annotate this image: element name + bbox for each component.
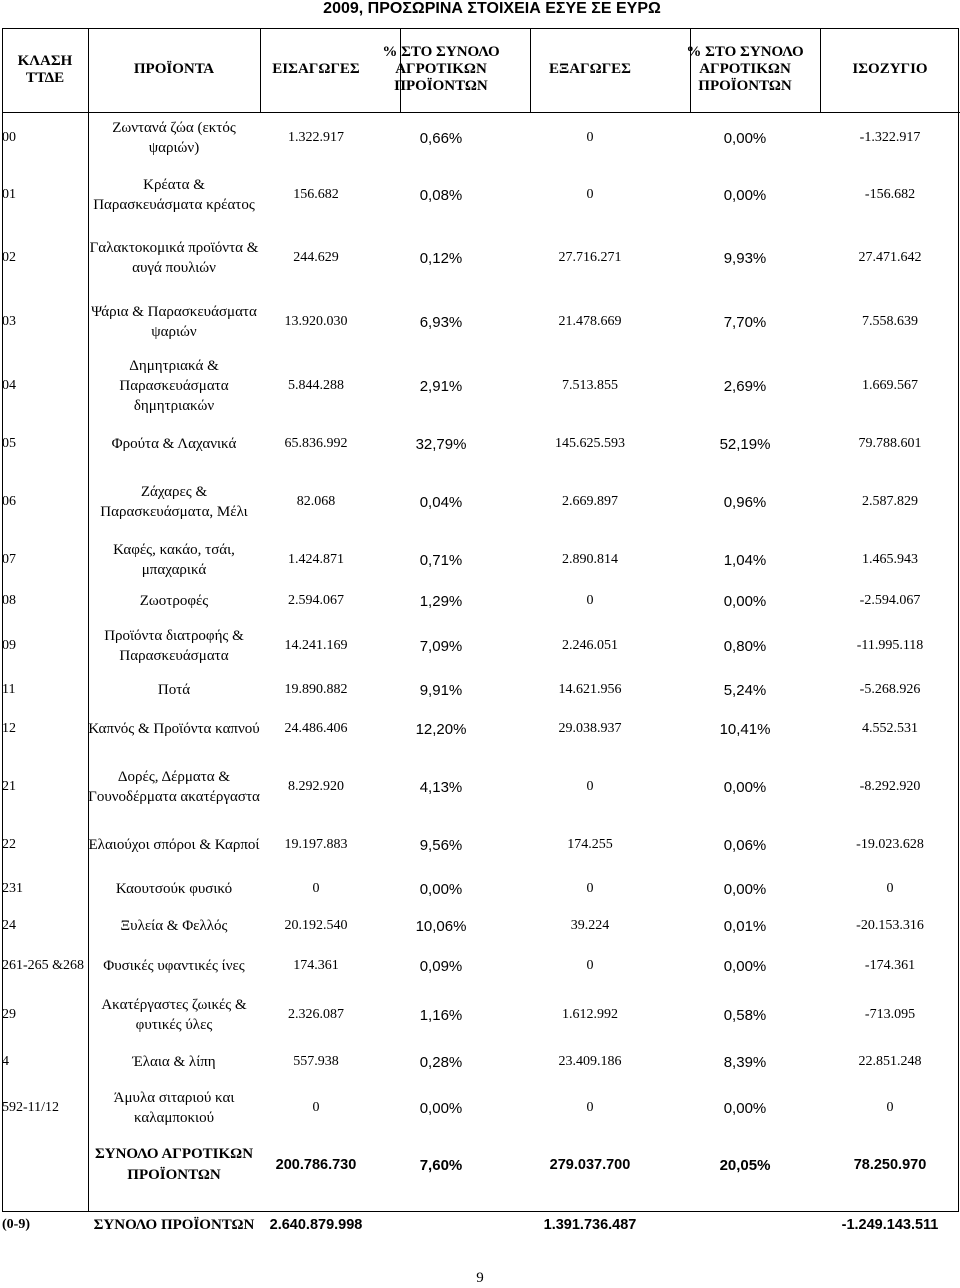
row-balance: -5.268.926 — [859, 682, 921, 697]
row-exports: 2.669.897 — [562, 494, 618, 509]
table-row — [2, 534, 960, 586]
row-imports-pct: 9,91% — [419, 681, 463, 699]
row-balance: 4.552.531 — [862, 721, 918, 736]
total-row — [2, 1196, 960, 1254]
row-balance: 0 — [886, 1100, 894, 1115]
row-imports: 82.068 — [296, 494, 336, 509]
row-imports: 20.192.540 — [284, 918, 348, 933]
row-imports: 1.322.917 — [288, 130, 344, 146]
row-imports: 244.629 — [293, 250, 339, 265]
table-row — [2, 1042, 960, 1082]
row-balance: -1.249.143.511 — [841, 1217, 939, 1233]
header-product: ΠΡΟΪΟΝΤΑ — [88, 28, 260, 112]
row-code: (0-9) — [2, 1217, 30, 1232]
row-balance: 2.587.829 — [862, 494, 918, 509]
row-exports-pct: 0,96% — [723, 493, 767, 511]
row-balance: -174.361 — [864, 958, 916, 973]
row-imports: 0 — [312, 1100, 320, 1115]
header-code: ΚΛΑΣΗ ΤΤΔΕ — [2, 28, 88, 112]
table-row — [2, 908, 960, 944]
table-row — [2, 944, 960, 988]
row-product: ΣΥΝΟΛΟ ΠΡΟΪΟΝΤΩΝ — [93, 1216, 255, 1233]
row-imports-pct: 1,16% — [419, 1006, 463, 1024]
row-exports: 1.612.992 — [562, 1007, 618, 1022]
row-exports-pct — [670, 1196, 820, 1254]
row-product: Φρούτα & Λαχανικά — [111, 436, 237, 452]
row-balance: 27.471.642 — [858, 250, 922, 265]
row-imports: 13.920.030 — [284, 314, 348, 329]
row-imports-pct: 32,79% — [415, 435, 467, 453]
row-exports: 0 — [586, 130, 594, 146]
row-exports: 0 — [586, 958, 594, 973]
row-code — [2, 1134, 88, 1196]
row-imports-pct — [372, 1196, 510, 1254]
row-exports-pct: 52,19% — [719, 435, 771, 453]
row-exports: 23.409.186 — [558, 1054, 622, 1069]
row-imports: 174.361 — [293, 958, 339, 973]
row-imports: 156.682 — [293, 187, 339, 202]
table-header-row — [2, 28, 960, 112]
row-imports-pct: 12,20% — [415, 720, 467, 738]
row-exports-pct: 0,06% — [723, 836, 767, 854]
row-balance: 22.851.248 — [858, 1054, 922, 1069]
row-imports: 19.197.883 — [284, 837, 348, 852]
row-exports-pct: 0,00% — [723, 1099, 767, 1117]
row-balance: -19.023.628 — [856, 837, 924, 852]
row-code: 06 — [2, 494, 16, 509]
table-row — [2, 988, 960, 1042]
row-balance: 79.788.601 — [858, 436, 922, 451]
row-exports: 7.513.855 — [562, 378, 618, 393]
row-code: 4 — [2, 1054, 9, 1069]
row-exports-pct: 0,58% — [723, 1006, 767, 1024]
header-imports-pct: % ΣΤΟ ΣΥΝΟΛΟ ΑΓΡΟΤΙΚΩΝ ΠΡΟΪΟΝΤΩΝ — [372, 28, 510, 112]
row-imports-pct: 10,06% — [415, 917, 467, 935]
table-body — [2, 112, 960, 1254]
row-product: Άμυλα σιταριού και καλαμποκιού — [113, 1090, 235, 1126]
table-row — [2, 354, 960, 418]
row-product: Προϊόντα διατροφής & Παρασκευάσματα — [104, 628, 244, 664]
row-imports: 2.326.087 — [288, 1007, 344, 1022]
row-code: 592-11/12 — [2, 1100, 60, 1115]
header-exports-pct: % ΣΤΟ ΣΥΝΟΛΟ ΑΓΡΟΤΙΚΩΝ ΠΡΟΪΟΝΤΩΝ — [670, 28, 820, 112]
row-imports-pct: 0,08% — [419, 186, 463, 204]
row-imports: 2.640.879.998 — [269, 1217, 363, 1233]
row-exports: 0 — [586, 779, 594, 794]
row-exports: 29.038.937 — [558, 721, 622, 736]
table-row — [2, 820, 960, 870]
table-row — [2, 676, 960, 704]
row-imports-pct: 0,71% — [419, 551, 463, 569]
row-exports-pct: 0,00% — [723, 880, 767, 898]
row-balance: -8.292.920 — [859, 779, 921, 794]
row-exports-pct: 0,00% — [723, 957, 767, 975]
row-product: Ζωοτροφές — [139, 593, 209, 609]
row-code: 07 — [2, 552, 16, 567]
row-imports: 2.594.067 — [288, 593, 344, 608]
row-exports-pct: 0,00% — [723, 592, 767, 610]
row-code: 08 — [2, 593, 16, 608]
row-imports: 0 — [312, 881, 320, 896]
row-exports: 39.224 — [570, 918, 610, 933]
row-balance: 1.465.943 — [862, 552, 918, 567]
row-product: Δορές, Δέρματα & Γουνοδέρματα ακατέργαστα — [88, 769, 260, 805]
row-exports-pct: 8,39% — [723, 1053, 767, 1071]
row-exports-pct: 0,01% — [723, 917, 767, 935]
row-code: 05 — [2, 436, 16, 451]
trade-statistics-table — [2, 28, 960, 1254]
row-imports-pct: 4,13% — [419, 778, 463, 796]
header-balance: ΙΣΟΖΥΓΙΟ — [820, 28, 960, 112]
table-row — [2, 290, 960, 354]
table-row — [2, 112, 960, 164]
row-product: Καφές, κακάο, τσάι, μπαχαρικά — [113, 542, 235, 578]
row-exports: 0 — [586, 187, 594, 202]
row-exports-pct: 0,80% — [723, 637, 767, 655]
table-row — [2, 470, 960, 534]
row-imports: 200.786.730 — [275, 1157, 357, 1173]
table-row — [2, 870, 960, 908]
row-code: 24 — [2, 918, 16, 933]
row-imports: 14.241.169 — [284, 638, 348, 653]
row-product: Ακατέργαστες ζωικές & φυτικές ύλες — [101, 997, 247, 1033]
row-product: Έλαια & λίπη — [132, 1054, 216, 1070]
row-imports-pct: 0,04% — [419, 493, 463, 511]
row-balance: 1.669.567 — [862, 378, 918, 393]
document-title: 2009, ΠΡΟΣΩΡΙΝΑ ΣΤΟΙΧΕΙΑ ΕΣΥΕ ΣΕ ΕΥΡΩ — [323, 0, 661, 17]
row-product: Ζάχαρες & Παρασκευάσματα, Μέλι — [100, 484, 248, 520]
row-exports-pct: 20,05% — [719, 1156, 771, 1174]
row-exports: 174.255 — [567, 837, 613, 852]
table-row — [2, 1082, 960, 1134]
table-row — [2, 226, 960, 290]
row-code: 11 — [2, 682, 16, 697]
row-imports: 1.424.871 — [288, 552, 344, 567]
row-code: 09 — [2, 638, 16, 653]
row-product: Ποτά — [157, 682, 191, 698]
row-product: Γαλακτοκομικά προϊόντα & αυγά πουλιών — [89, 240, 259, 276]
row-code: 00 — [2, 130, 16, 146]
header-imports: ΕΙΣΑΓΩΓΕΣ — [260, 28, 372, 112]
page-number: 9 — [476, 1270, 484, 1286]
row-exports: 2.890.814 — [562, 552, 618, 567]
row-imports-pct: 7,60% — [419, 1156, 463, 1174]
row-exports: 1.391.736.487 — [543, 1217, 637, 1233]
row-imports-pct: 0,12% — [419, 249, 463, 267]
row-imports-pct: 2,91% — [419, 377, 463, 395]
row-balance: 78.250.970 — [853, 1157, 927, 1173]
row-imports-pct: 0,66% — [419, 129, 463, 147]
row-balance: -2.594.067 — [859, 593, 921, 608]
row-imports: 19.890.882 — [284, 682, 348, 697]
table-row — [2, 164, 960, 226]
row-balance: -20.153.316 — [856, 918, 924, 933]
row-exports: 145.625.593 — [555, 436, 625, 451]
row-exports-pct: 10,41% — [719, 720, 771, 738]
header-exports: ΕΞΑΓΩΓΕΣ — [510, 28, 670, 112]
row-code: 12 — [2, 721, 16, 736]
row-balance: -713.095 — [864, 1007, 916, 1022]
row-code: 22 — [2, 837, 16, 852]
row-imports-pct: 0,28% — [419, 1053, 463, 1071]
row-code: 02 — [2, 250, 16, 265]
row-imports: 5.844.288 — [288, 378, 344, 393]
row-exports-pct: 0,00% — [723, 778, 767, 796]
row-imports: 557.938 — [293, 1054, 339, 1069]
row-code: 04 — [2, 378, 16, 393]
row-product: Ψάρια & Παρασκευάσματα ψαριών — [91, 304, 257, 340]
row-product: ΣΥΝΟΛΟ ΑΓΡΟΤΙΚΩΝ ΠΡΟΪΟΝΤΩΝ — [94, 1146, 254, 1183]
row-imports: 24.486.406 — [284, 721, 348, 736]
row-exports-pct: 9,93% — [723, 249, 767, 267]
row-balance: -156.682 — [864, 187, 916, 202]
row-exports-pct: 2,69% — [723, 377, 767, 395]
row-product: Φυσικές υφαντικές ίνες — [103, 958, 245, 974]
row-imports: 65.836.992 — [284, 436, 348, 451]
row-balance: 0 — [886, 881, 894, 896]
row-code: 03 — [2, 314, 16, 329]
row-code: 21 — [2, 779, 16, 794]
row-exports-pct: 7,70% — [723, 313, 767, 331]
row-imports-pct: 0,00% — [419, 1099, 463, 1117]
row-code: 01 — [2, 187, 16, 202]
table-row — [2, 586, 960, 616]
row-exports-pct: 1,04% — [723, 551, 767, 569]
row-product: Καπνός & Προϊόντα καπνού — [88, 721, 260, 737]
row-balance: -11.995.118 — [856, 638, 924, 653]
row-exports: 14.621.956 — [558, 682, 622, 697]
row-exports: 21.478.669 — [558, 314, 622, 329]
row-exports: 279.037.700 — [549, 1157, 631, 1173]
row-balance: 7.558.639 — [862, 314, 918, 329]
row-product: Ελαιούχοι σπόροι & Καρποί — [88, 837, 260, 853]
row-imports-pct: 0,09% — [419, 957, 463, 975]
row-exports: 0 — [586, 1100, 594, 1115]
row-exports-pct: 0,00% — [723, 129, 767, 147]
row-imports-pct: 6,93% — [419, 313, 463, 331]
row-product: Δημητριακά & Παρασκευάσματα δημητριακών — [119, 358, 229, 414]
table-row — [2, 704, 960, 754]
row-product: Ξυλεία & Φελλός — [120, 918, 228, 934]
row-exports: 0 — [586, 593, 594, 608]
table-row — [2, 418, 960, 470]
row-exports: 27.716.271 — [558, 250, 622, 265]
table-row — [2, 616, 960, 676]
row-exports-pct: 0,00% — [723, 186, 767, 204]
row-product: Κρέατα & Παρασκευάσματα κρέατος — [93, 177, 255, 213]
row-code: 261-265 &268 — [2, 958, 85, 973]
row-product: Καουτσούκ φυσικό — [115, 881, 233, 897]
row-imports-pct: 0,00% — [419, 880, 463, 898]
row-code: 231 — [2, 881, 23, 896]
row-imports-pct: 9,56% — [419, 836, 463, 854]
row-exports: 0 — [586, 881, 594, 896]
row-exports: 2.246.051 — [562, 638, 618, 653]
row-imports-pct: 1,29% — [419, 592, 463, 610]
row-imports-pct: 7,09% — [419, 637, 463, 655]
table-row — [2, 754, 960, 820]
total-row — [2, 1134, 960, 1196]
row-product: Ζωντανά ζώα (εκτός ψαριών) — [112, 120, 236, 157]
row-imports: 8.292.920 — [288, 779, 344, 794]
row-code: 29 — [2, 1007, 16, 1022]
row-balance: -1.322.917 — [859, 130, 921, 146]
row-exports-pct: 5,24% — [723, 681, 767, 699]
